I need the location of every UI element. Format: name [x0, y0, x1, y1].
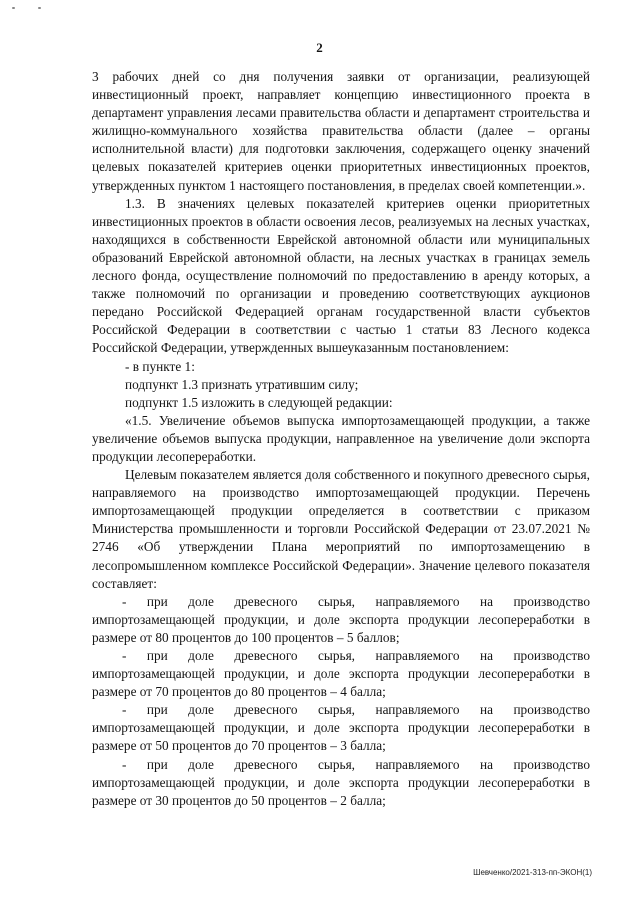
paragraph: - в пункте 1:	[125, 358, 195, 374]
paragraph: «1.5. Увеличение объемов выпуска импортозамещающей продукции, а также увеличение объемов выпуска продукции, направленное на увеличение доли экспорта продукции лесопереработки.	[92, 412, 590, 464]
list-item: - при доле древесного сырья, направляемого на производство импортозамещающей продукции, и доле экспорта продукции лесопереработки в размере от 80 процентов до 100 процентов – 5 баллов;	[92, 593, 590, 645]
paragraph: подпункт 1.5 изложить в следующей редакции:	[125, 394, 393, 410]
paragraph: Целевым показателем является доля собственного и покупного древесного сырья, направляемого на производство импортозамещающей продукции. Перечень импортозамещающей продукции определяется в соответствии с приказом Министерства промышленности и торговли Российской Федерации от 23.07.2021 № 2746 «Об утверждении Плана мероприятий по импортозамещению в лесопромышленном комплексе Российской Федерации». Значение целевого показателя составляет:	[92, 467, 590, 591]
scan-artifact	[38, 7, 41, 9]
paragraph: 3 рабочих дней со дня получения заявки от организации, реализующей инвестиционный проект, направляет концепцию инвестиционного проекта в департамент управления лесами правительства области и департамент строительства и жилищно-коммунального хозяйства правительства области (далее – органы исполнительной власти) для подготовки заключения, содержащего оценку значений целевых показателей критериев оценки приоритетных инвестиционных проектов, утвержденных пунктом 1 настоящего постановления, в пределах своей компетенции.».	[92, 69, 590, 193]
list-item: - при доле древесного сырья, направляемого на производство импортозамещающей продукции, и доле экспорта продукции лесопереработки в размере от 70 процентов до 80 процентов – 4 балла;	[92, 648, 590, 700]
document-footer-code: Шевченко/2021-313-пп-ЭКОН(1)	[473, 868, 592, 877]
document-body	[92, 68, 590, 810]
paragraph: подпункт 1.3 признать утратившим силу;	[125, 376, 359, 392]
list-item: - при доле древесного сырья, направляемого на производство импортозамещающей продукции, и доле экспорта продукции лесопереработки в размере от 50 процентов до 70 процентов – 3 балла;	[92, 702, 590, 754]
scan-artifact	[12, 7, 15, 9]
page-number: 2	[316, 40, 323, 55]
list-item: - при доле древесного сырья, направляемого на производство импортозамещающей продукции, и доле экспорта продукции лесопереработки в размере от 30 процентов до 50 процентов – 2 балла;	[92, 756, 590, 808]
paragraph: 1.3. В значениях целевых показателей критериев оценки приоритетных инвестиционных проектов в области освоения лесов, реализуемых на лесных участках, находящихся в собственности Еврейской автономной области или муниципальных образований Еврейской автономной области, на лесных участках в границах земель лесного фонда, осуществление полномочий по предоставлению в аренду которых, а также полномочий по организации и проведению соответствующих аукционов передано Российской Федерацией органам государственной власти субъектов Российской Федерации в соответствии с частью 1 статьи 83 Лесного кодекса Российской Федерации, утвержденных вышеуказанным постановлением:	[92, 195, 590, 356]
